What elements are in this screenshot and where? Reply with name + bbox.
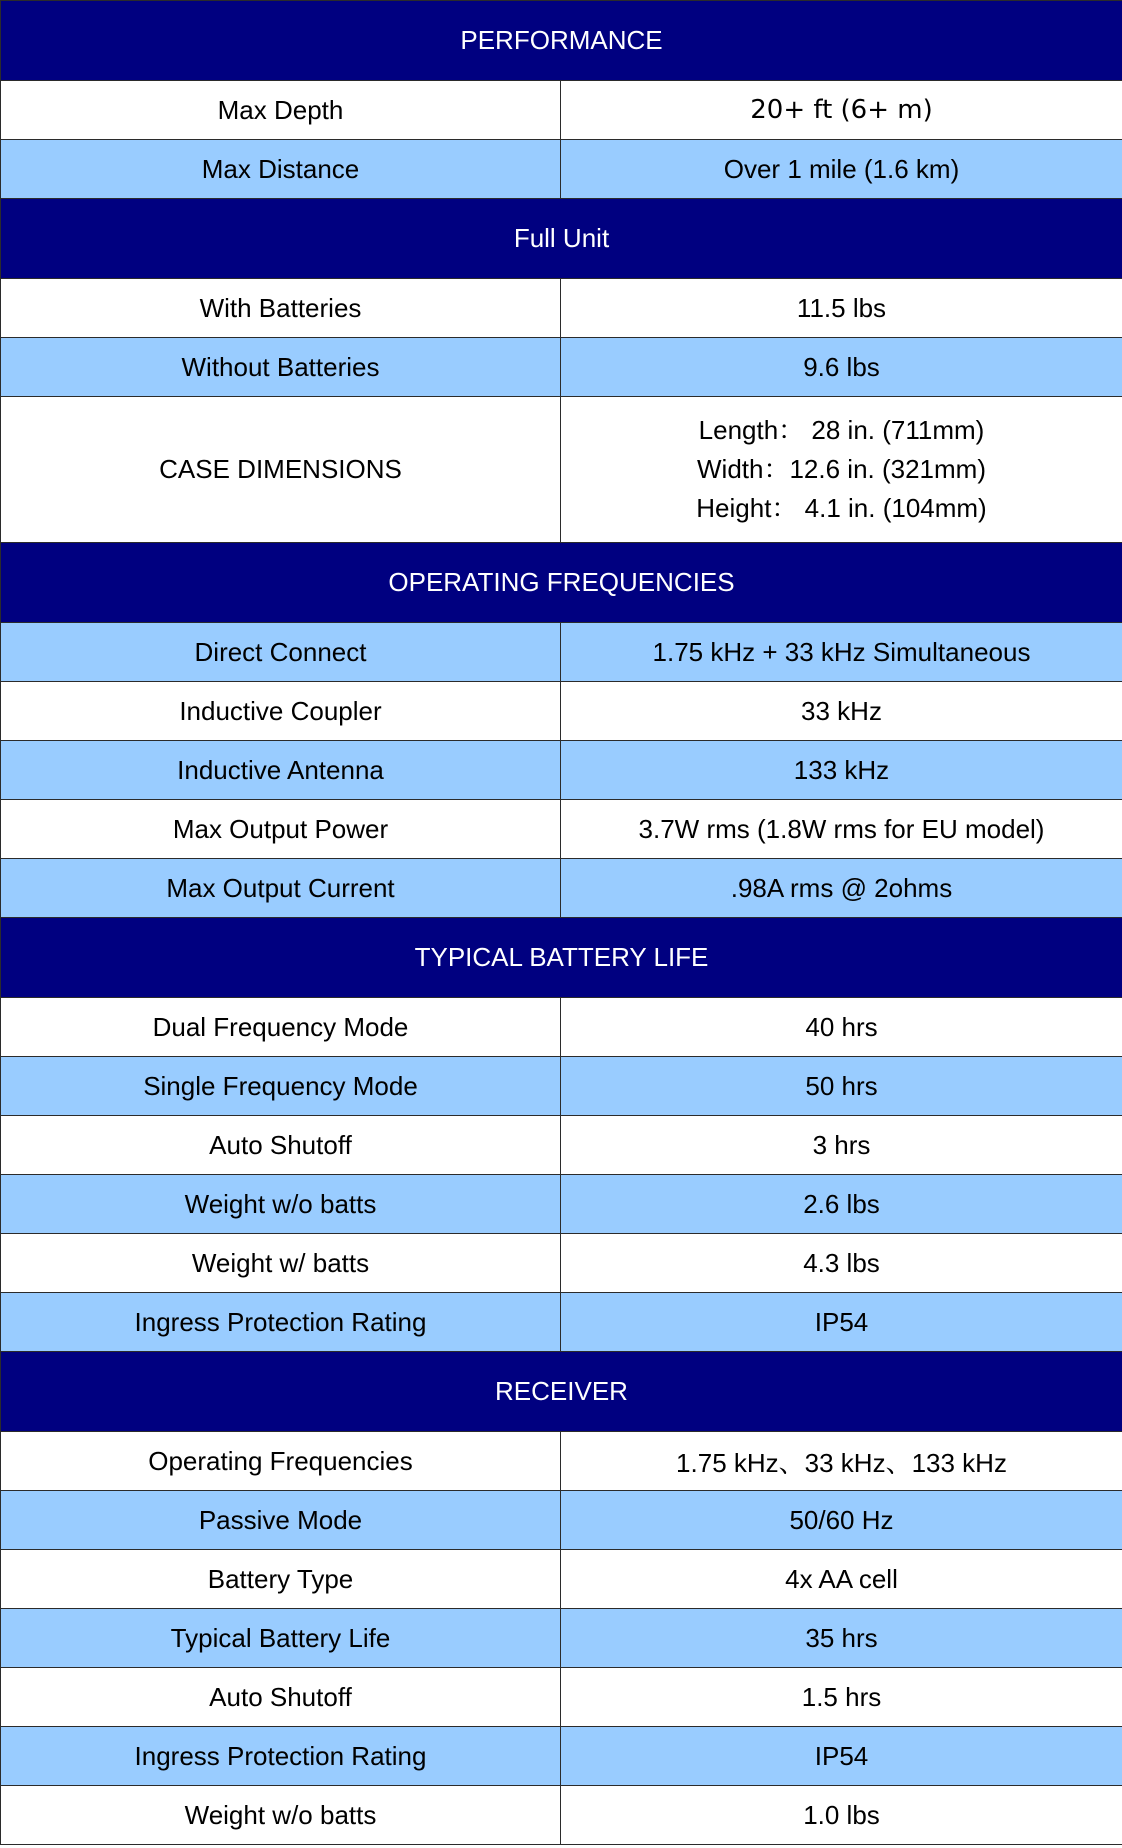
table-row: [1, 682, 1122, 741]
spec-label: Single Frequency Mode: [1, 1057, 561, 1116]
section-title: Full Unit: [1, 199, 1122, 279]
table-row: [1, 623, 1122, 682]
spec-label: Max Distance: [1, 140, 561, 199]
spec-label: Ingress Protection Rating: [1, 1727, 561, 1786]
section-title: RECEIVER: [1, 1352, 1122, 1432]
table-row: [1, 1293, 1122, 1352]
dimension-width: Width：12.6 in. (321mm): [697, 454, 986, 484]
spec-label: Passive Mode: [1, 1491, 561, 1550]
table-row: [1, 81, 1122, 140]
spec-value: IP54: [561, 1727, 1122, 1786]
spec-label: CASE DIMENSIONS: [1, 397, 561, 543]
spec-value: 133 kHz: [561, 741, 1122, 800]
spec-label: Weight w/ batts: [1, 1234, 561, 1293]
spec-label: Auto Shutoff: [1, 1116, 561, 1175]
spec-label: Inductive Antenna: [1, 741, 561, 800]
spec-value: 1.75 kHz、33 kHz、133 kHz: [561, 1432, 1122, 1491]
table-row: [1, 1175, 1122, 1234]
table-row: [1, 397, 1122, 543]
spec-label: Auto Shutoff: [1, 1668, 561, 1727]
spec-value: 33 kHz: [561, 682, 1122, 741]
section-title: OPERATING FREQUENCIES: [1, 543, 1122, 623]
spec-label: Ingress Protection Rating: [1, 1293, 561, 1352]
section-title: PERFORMANCE: [1, 1, 1122, 81]
spec-label: Max Output Current: [1, 859, 561, 918]
table-row: [1, 800, 1122, 859]
table-row: [1, 1432, 1122, 1491]
spec-value-dimensions: [561, 397, 1122, 543]
spec-value: 50/60 Hz: [561, 1491, 1122, 1550]
section-header-operating-frequencies: [1, 543, 1122, 623]
spec-value: 35 hrs: [561, 1609, 1122, 1668]
spec-value: Over 1 mile (1.6 km): [561, 140, 1122, 199]
spec-value: 3 hrs: [561, 1116, 1122, 1175]
spec-value: 50 hrs: [561, 1057, 1122, 1116]
section-header-performance: [1, 1, 1122, 81]
table-row: [1, 1786, 1122, 1845]
table-row: [1, 859, 1122, 918]
spec-label: Battery Type: [1, 1550, 561, 1609]
table-row: [1, 1550, 1122, 1609]
spec-value: 11.5 lbs: [561, 279, 1122, 338]
section-header-receiver: [1, 1352, 1122, 1432]
table-row: [1, 338, 1122, 397]
spec-label: Weight w/o batts: [1, 1175, 561, 1234]
spec-label: Inductive Coupler: [1, 682, 561, 741]
section-title: TYPICAL BATTERY LIFE: [1, 918, 1122, 998]
spec-value: 9.6 lbs: [561, 338, 1122, 397]
table-row: [1, 1234, 1122, 1293]
spec-value: 40 hrs: [561, 998, 1122, 1057]
spec-label: Typical Battery Life: [1, 1609, 561, 1668]
dimension-height: Height： 4.1 in. (104mm): [696, 493, 987, 523]
spec-value: 4x AA cell: [561, 1550, 1122, 1609]
table-row: [1, 1609, 1122, 1668]
table-row: [1, 1057, 1122, 1116]
spec-label: Weight w/o batts: [1, 1786, 561, 1845]
spec-value: 4.3 lbs: [561, 1234, 1122, 1293]
spec-label: Max Output Power: [1, 800, 561, 859]
dimension-length: Length： 28 in. (711mm): [698, 415, 985, 445]
section-header-battery-life: [1, 918, 1122, 998]
table-row: [1, 741, 1122, 800]
table-row: [1, 1668, 1122, 1727]
spec-value: 2.6 lbs: [561, 1175, 1122, 1234]
spec-value: IP54: [561, 1293, 1122, 1352]
table-row: [1, 279, 1122, 338]
spec-label: Dual Frequency Mode: [1, 998, 561, 1057]
spec-value: 3.7W rms (1.8W rms for EU model): [561, 800, 1122, 859]
spec-value: 20+ ft (6+ m): [561, 81, 1122, 140]
section-header-full-unit: [1, 199, 1122, 279]
table-row: [1, 1727, 1122, 1786]
spec-label: Max Depth: [1, 81, 561, 140]
table-row: [1, 140, 1122, 199]
spec-label: Without Batteries: [1, 338, 561, 397]
spec-value: .98A rms @ 2ohms: [561, 859, 1122, 918]
spec-label: With Batteries: [1, 279, 561, 338]
spec-value: 1.75 kHz + 33 kHz Simultaneous: [561, 623, 1122, 682]
spec-label: Direct Connect: [1, 623, 561, 682]
table-row: [1, 1116, 1122, 1175]
spec-label: Operating Frequencies: [1, 1432, 561, 1491]
table-row: [1, 998, 1122, 1057]
spec-value: 1.5 hrs: [561, 1668, 1122, 1727]
table-row: [1, 1491, 1122, 1550]
spec-value: 1.0 lbs: [561, 1786, 1122, 1845]
